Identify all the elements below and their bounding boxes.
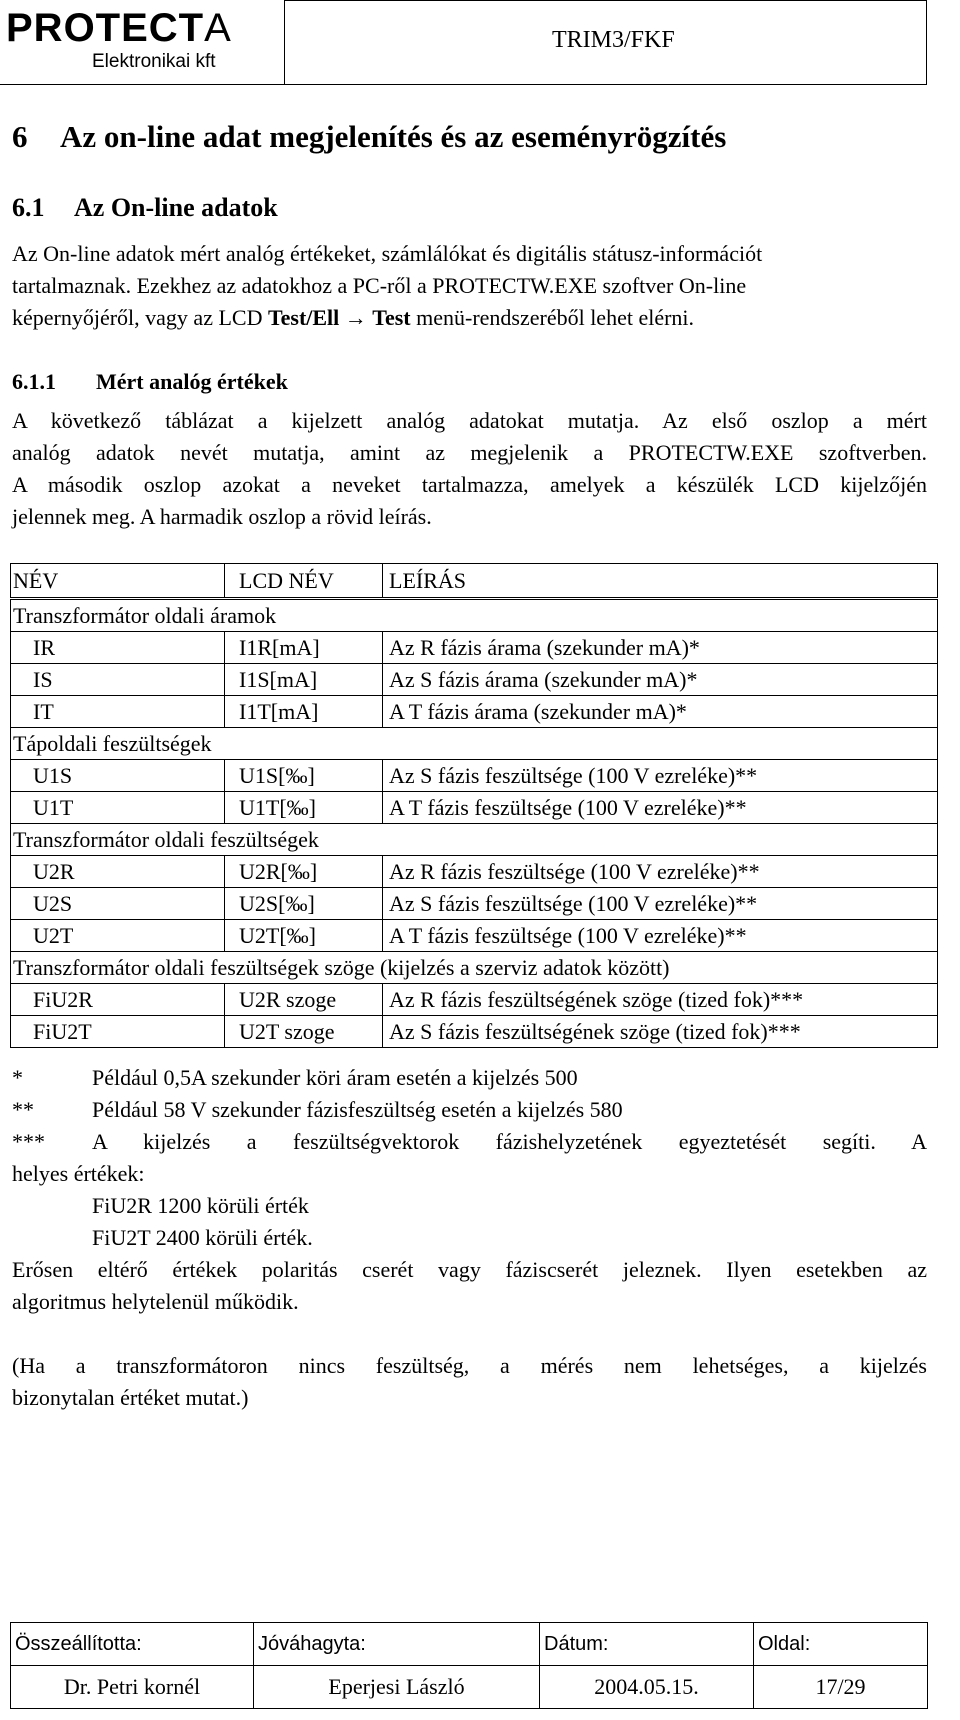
table-row: IR I1R[mA] Az R fázis árama (szekunder mA)* — [11, 632, 938, 664]
label-compiled-by: Összeállította: — [11, 1623, 254, 1666]
table-group-row: Transzformátor oldali áramok — [11, 599, 938, 632]
footnote-3-continued: helyes értékek: — [12, 1161, 145, 1186]
section-heading: 6 Az on-line adat megjelenítés és az eseményrögzítés — [12, 119, 727, 154]
value-page: 17/29 — [754, 1666, 928, 1709]
table-row: IT I1T[mA] A T fázis árama (szekunder mA)* — [11, 696, 938, 728]
footnote-3: *** A kijelzés a feszültségvektorok fázishelyzetének egyeztetését segíti. A — [12, 1129, 927, 1154]
table-row: U2R U2R[‰] Az R fázis feszültsége (100 V ezreléke)** — [11, 856, 938, 888]
table-row: U1T U1T[‰] A T fázis feszültsége (100 V ezreléke)** — [11, 792, 938, 824]
header-description: LEÍRÁS — [383, 564, 938, 599]
company-logo — [0, 0, 285, 85]
warning-line-2: algoritmus helytelenül működik. — [12, 1289, 299, 1314]
analog-values-table — [10, 563, 938, 1048]
footer-labels-row — [11, 1623, 928, 1666]
header-name: NÉV — [11, 564, 225, 599]
description-paragraph: A következő táblázat a kijelzett analóg adatokat mutatja. Az első oszlop a mért analóg adatok nevét mutatja, amint az megjelenik a PROTECTW.EXE szoftverben. A második oszlop azokat a neveket tartalmazza, amelyek a készülék LCD kijelzőjén jelennek meg. A harmadik oszlop a rövid leírás. — [12, 408, 927, 529]
remark-line-1: (Ha a transzformátoron nincs feszültség, a mérés nem lehetséges, a kijelzés — [12, 1353, 927, 1378]
subsection-heading: 6.1 Az On-line adatok — [12, 193, 278, 222]
page-header — [0, 0, 927, 85]
approval-footer — [10, 1622, 928, 1709]
remark-line-2: bizonytalan értéket mutat.) — [12, 1385, 249, 1410]
warning-line-1: Erősen eltérő értékek polaritás cserét vagy fáziscserét jeleznek. Ilyen esetekben az — [12, 1257, 927, 1282]
value-compiled-by: Dr. Petri kornél — [11, 1666, 254, 1709]
table-row: U1S U1S[‰] Az S fázis feszültsége (100 V ezreléke)** — [11, 760, 938, 792]
logo-letter-a: A — [204, 6, 232, 50]
label-approved-by: Jóváhagyta: — [254, 1623, 540, 1666]
value-approved-by: Eperjesi László — [254, 1666, 540, 1709]
value-date: 2004.05.15. — [540, 1666, 754, 1709]
table-group-row: Transzformátor oldali feszültségek — [11, 824, 938, 856]
intro-paragraph: Az On-line adatok mért analóg értékeket, számlálókat és digitális státusz-információt tartalmaznak. Ezekhez az adatokhoz a PC-ről a PROTECTW.EXE szoftver On-line képernyőjéről, vagy az LCD Test/Ell → Test menü-rendszeréből lehet elérni. — [12, 241, 763, 330]
table-row: U2S U2S[‰] Az S fázis feszültsége (100 V ezreléke)** — [11, 888, 938, 920]
table-row: FiU2R U2R szoge Az R fázis feszültségének szöge (tized fok)*** — [11, 984, 938, 1016]
table-group-row: Transzformátor oldali feszültségek szöge (kijelzés a szerviz adatok között) — [11, 952, 938, 984]
table-row: IS I1S[mA] Az S fázis árama (szekunder mA)* — [11, 664, 938, 696]
footer-values-row — [11, 1666, 928, 1709]
table-header-row — [11, 564, 938, 599]
footnote-3-value-1: FiU2R 1200 körüli érték — [92, 1193, 309, 1218]
logo-text: PROTECTA — [6, 6, 232, 50]
footnotes — [12, 1062, 927, 1414]
label-date: Dátum: — [540, 1623, 754, 1666]
footnote-1: * Például 0,5A szekunder köri áram esetén a kijelzés 500 — [12, 1065, 578, 1090]
footnote-3-value-2: FiU2T 2400 körüli érték. — [92, 1225, 313, 1250]
subsubsection-heading: 6.1.1 Mért analóg értékek — [12, 369, 288, 394]
label-page: Oldal: — [754, 1623, 928, 1666]
table-row: U2T U2T[‰] A T fázis feszültsége (100 V ezreléke)** — [11, 920, 938, 952]
document-code: TRIM3/FKF — [285, 0, 927, 85]
footnote-2: ** Például 58 V szekunder fázisfeszültség esetén a kijelzés 580 — [12, 1097, 623, 1122]
arrow-icon: → — [344, 305, 367, 330]
logo-subtitle: Elektronikai kft — [92, 51, 216, 72]
header-lcd-name: LCD NÉV — [225, 564, 383, 599]
table-group-row: Tápoldali feszültségek — [11, 728, 938, 760]
table-row: FiU2T U2T szoge Az S fázis feszültségének szöge (tized fok)*** — [11, 1016, 938, 1048]
